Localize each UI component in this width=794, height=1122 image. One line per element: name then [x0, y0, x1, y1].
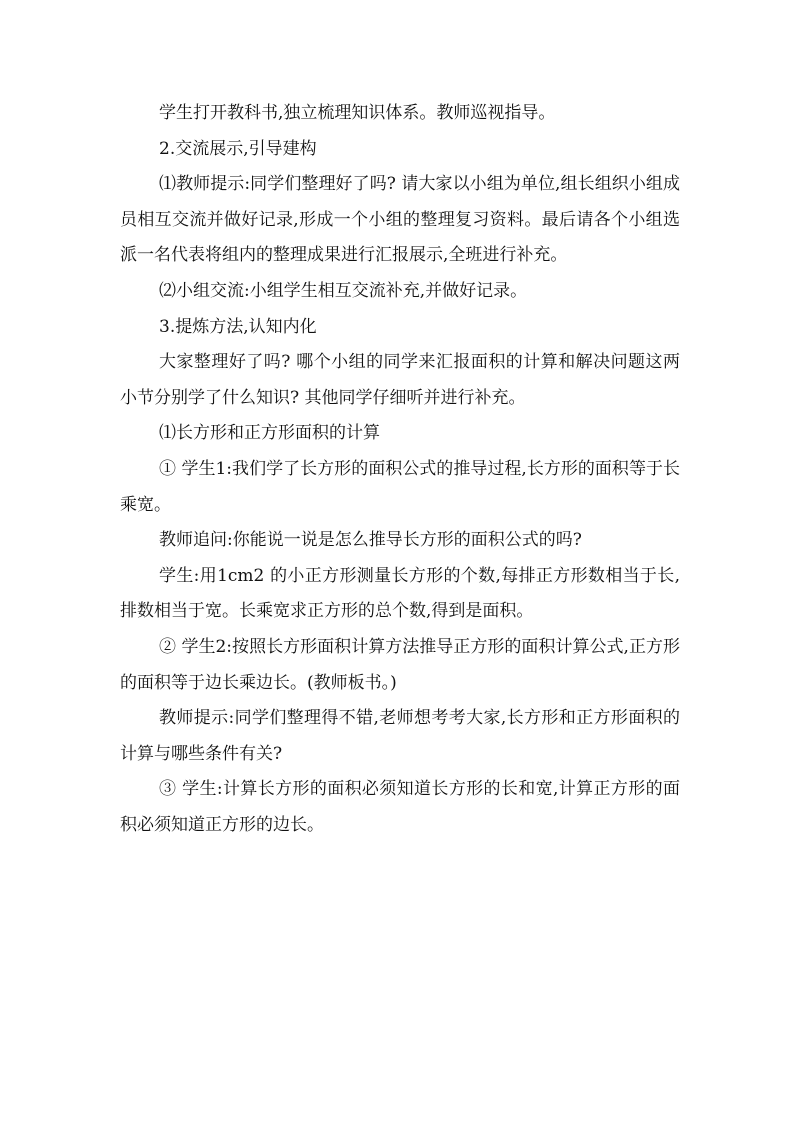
paragraph-group-exchange: ⑵小组交流:小组学生相互交流补充,并做好记录。	[159, 280, 528, 301]
paragraph-teacher-prompt: ⑴教师提示:同学们整理好了吗? 请大家以小组为单位,组长组织小组成员相互交流并做好记录,形成一个小组的整理复习资料。最后请各个小组选派一名代表将组内的整理成果进行汇报展示,全班进行补充。	[120, 174, 680, 266]
paragraph-student-one: ① 学生1:我们学了长方形的面积公式的推导过程,长方形的面积等于长乘宽。	[120, 458, 680, 515]
paragraph-student-answer: 学生:用1cm2 的小正方形测量长方形的个数,每排正方形数相当于长,排数相当于宽。长乘宽求正方形的总个数,得到是面积。	[120, 565, 680, 622]
heading-exchange-display: 2.交流展示,引导建构	[159, 138, 317, 159]
heading-area-calculation: ⑴长方形和正方形面积的计算	[159, 423, 380, 444]
paragraph-student-three: ③ 学生:计算长方形的面积必须知道长方形的长和宽,计算正方形的面积必须知道正方形的边长。	[120, 779, 680, 835]
paragraph-student-review: 学生打开教科书,独立梳理知识体系。教师巡视指导。	[159, 103, 556, 123]
paragraph-student-two: ② 学生2:按照长方形面积计算方法推导正方形的面积计算公式,正方形的面积等于边长乘边长。(教师板书。)	[120, 636, 680, 693]
paragraph-teacher-hint: 教师提示:同学们整理得不错,老师想考考大家,长方形和正方形面积的计算与哪些条件有关?	[120, 708, 680, 764]
heading-refine-methods: 3.提炼方法,认知内化	[159, 316, 317, 337]
paragraph-teacher-followup: 教师追问:你能说一说是怎么推导长方形的面积公式的吗?	[159, 530, 582, 551]
paragraph-class-question: 大家整理好了吗? 哪个小组的同学来汇报面积的计算和解决问题这两小节分别学了什么知识? 其他同学仔细听并进行补充。	[120, 352, 680, 408]
document-body	[120, 96, 680, 843]
